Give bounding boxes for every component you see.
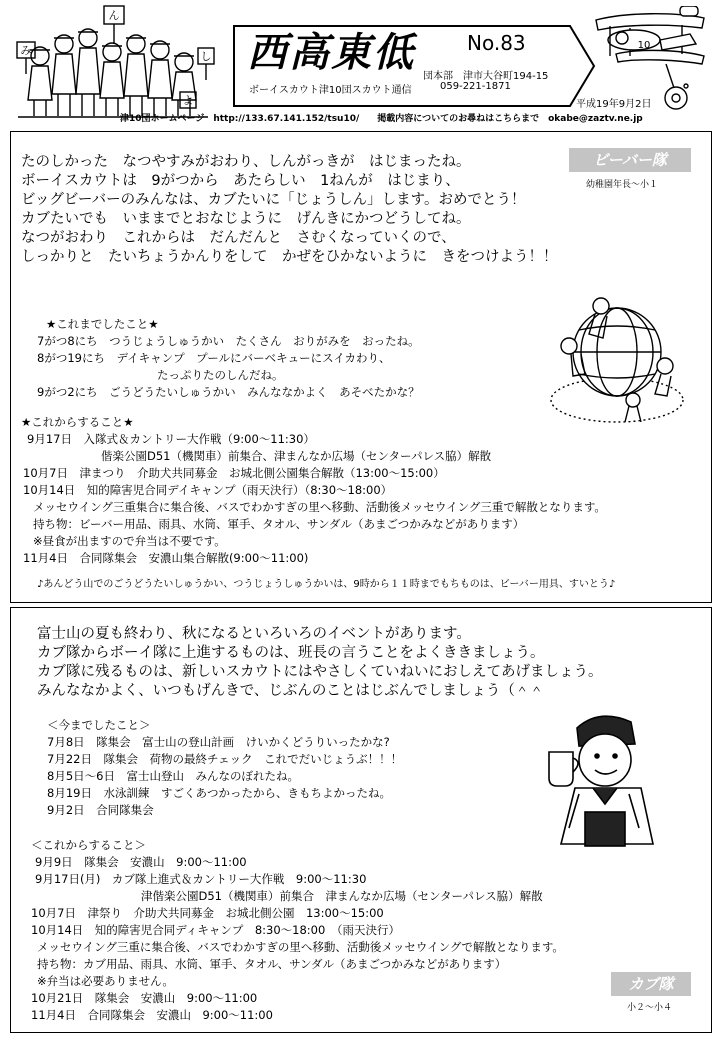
cub-intro-line: カブ隊からボーイ隊に上進するものは、班長の言うことをよくききましょう。	[37, 645, 545, 661]
svg-text:し: し	[200, 50, 212, 63]
cub-todo-item: 9月17日(月) カブ隊上進式＆カントリー大作戦 9:00～11:30	[35, 872, 367, 886]
issue-date: 平成19年9月2日	[576, 99, 652, 110]
issue-number: No.83	[467, 31, 526, 55]
hq-phone: 059-221-1871	[440, 81, 511, 92]
beaver-note: ♪あんどう山でのごうどうたいしゅうかい、つうじょうしゅうかいは、9時から１１時までもちものは、ビーバー用具、すいとう♪	[37, 579, 616, 590]
svg-text:ん: ん	[108, 9, 120, 22]
cub-intro-line: みんななかよく、いつもげんきで、じぶんのことはじぶんでしましょう（＾＾	[37, 683, 544, 699]
beaver-done-title: ★これまでしたこと★	[46, 317, 159, 331]
cub-intro-line: 富士山の夏も終わり、秋になるといろいろのイベントがあります。	[37, 626, 471, 642]
beaver-todo-item: 11月4日 合同隊集会 安濃山集合解散(9:00～11:00)	[23, 551, 309, 565]
beaver-done-item: 7がつ8にち つうじょうしゅうかい たくさん おりがみを おったね。	[37, 334, 420, 348]
beaver-badge: ビーバー隊	[569, 148, 691, 172]
newsletter-title: 西高東低	[247, 29, 415, 76]
children-climbing-globe-illustration	[541, 282, 691, 432]
cub-done-item: 7月22日 隊集会 荷物の最終チェック これでだいじょうぶ！！！	[47, 752, 403, 766]
cub-done-title: ＜今までしたこと＞	[47, 718, 151, 732]
cub-todo-item: 9月9日 隊集会 安濃山 9:00～11:00	[35, 855, 247, 869]
cub-todo-item: ※弁当は必要ありません。	[37, 974, 174, 988]
beaver-todo-item: 持ち物：ビーバー用品、雨具、水筒、軍手、タオル、サンダル（あまごつかみなどがあります）	[33, 517, 525, 531]
beaver-todo-item: 10月14日 知的障害児合同デイキャンプ（雨天決行）（8:30～18:00）	[23, 483, 393, 497]
cub-done-item: 7月8日 隊集会 富士山の登山計画 けいかくどうりいったかな?	[47, 735, 390, 749]
cub-todo-item: 10月21日 隊集会 安濃山 9:00～11:00	[31, 991, 258, 1005]
beaver-age-range: 幼稚園年長～小１	[586, 180, 659, 190]
cub-todo-item: 11月4日 合同隊集会 安濃山 9:00～11:00	[31, 1008, 273, 1022]
beaver-intro-line: しっかりと たいちょうかんりをして かぜをひかないように きをつけよう！！	[21, 249, 558, 265]
cub-todo-item: 10月7日 津祭り 介助犬共同募金 お城北側公園 13:00～15:00	[31, 906, 384, 920]
beaver-done-item: 9がつ2にち ごうどうたいしゅうかい みんななかよく あそべたかな？	[37, 385, 420, 399]
cub-todo-item: メッセウイング三重に集合後、バスでわかすぎの里へ移動、活動後メッセウイングで解散となります。	[37, 940, 564, 954]
cub-intro-line: カブ隊に残るものは、新しいスカウトにはやさしくていねいにおしえてあげましょう。	[37, 664, 603, 680]
beaver-todo-title: ★これからすること★	[21, 415, 134, 429]
beaver-section	[10, 131, 712, 603]
beaver-done-item: 8がつ19にち デイキャンプ プールにバーベキューにスイカわり、	[37, 351, 391, 365]
beaver-todo-item: ※昼食が出ますので弁当は不要です。	[33, 534, 226, 548]
cub-age-range: 小２～小４	[627, 1003, 673, 1013]
beaver-todo-item: 偕楽公園D51（機関車）前集合、津まんなか広場（センターパレス脇）解散	[101, 449, 492, 463]
beaver-todo-item: 9月17日 入隊式＆カントリー大作戦（9:00～11:30）	[27, 432, 315, 446]
cub-todo-title: ＜これからすること＞	[31, 838, 146, 852]
beaver-intro-line: カブたいでも いままでとおなじように げんきにかつどうしてね。	[21, 211, 471, 227]
website-contact-line: 津10団ホームページ http://133.67.141.152/tsu10/ 掲載内容についてのお尋ねはこちらまで okabe@zaztv.ne.jp	[120, 114, 643, 124]
svg-text:よ: よ	[182, 94, 194, 107]
beaver-todo-item: 10月7日 津まつり 介助犬共同募金 お城北側公園集合解散（13:00～15:00）	[23, 466, 445, 480]
cub-todo-item: 10月14日 知的障害児合同ディキャンプ 8:30～18:00 （雨天決行）	[31, 923, 401, 937]
scouts-with-signs-illustration	[12, 4, 217, 122]
beaver-intro-line: たのしかった なつやすみがおわり、しんがっきが はじまったね。	[21, 154, 471, 170]
scout-holding-cup-illustration	[539, 708, 669, 848]
cub-todo-item: 持ち物：カブ用品、雨具、水筒、軍手、タオル、サンダル（あまごつかみなどがあります）	[37, 957, 507, 971]
beaver-intro-line: ボーイスカウトは 9がつから あたらしい 1ねんが はじまり、	[21, 173, 460, 189]
cub-section	[10, 607, 712, 1033]
cub-todo-item: 津偕楽公園D51（機関車）前集合 津まんなか広場（センターパレス脇）解散	[141, 889, 543, 903]
cub-done-item: 8月19日 水泳訓練 すごくあつかったから、きもちよかったね。	[47, 786, 391, 800]
beaver-intro-line: なつがおわり これからは だんだんと さむくなっていくので、	[21, 230, 456, 246]
beaver-done-item: たっぷりたのしんだね。	[157, 368, 284, 382]
cub-badge: カブ隊	[611, 972, 691, 996]
beaver-intro-line: ビッグビーバーのみんなは、カブたいに「じょうしん」します。おめでとう！	[21, 192, 526, 208]
cub-done-item: 9月2日 合同隊集会	[47, 803, 154, 817]
hq-address: 団本部 津市大谷町194-15	[423, 71, 549, 82]
newsletter-subtitle: ボーイスカウト津10団スカウト通信	[249, 85, 412, 96]
beaver-todo-item: メッセウイング三重集合に集合後、バスでわかすぎの里へ移動、活動後メッセウイング三重で解散となります。	[33, 500, 606, 514]
cub-done-item: 8月5日～6日 富士山登山 みんなのぼれたね。	[47, 769, 299, 783]
plane-number: 10	[637, 40, 651, 51]
masthead-box	[233, 25, 563, 107]
svg-text:み: み	[20, 44, 32, 57]
